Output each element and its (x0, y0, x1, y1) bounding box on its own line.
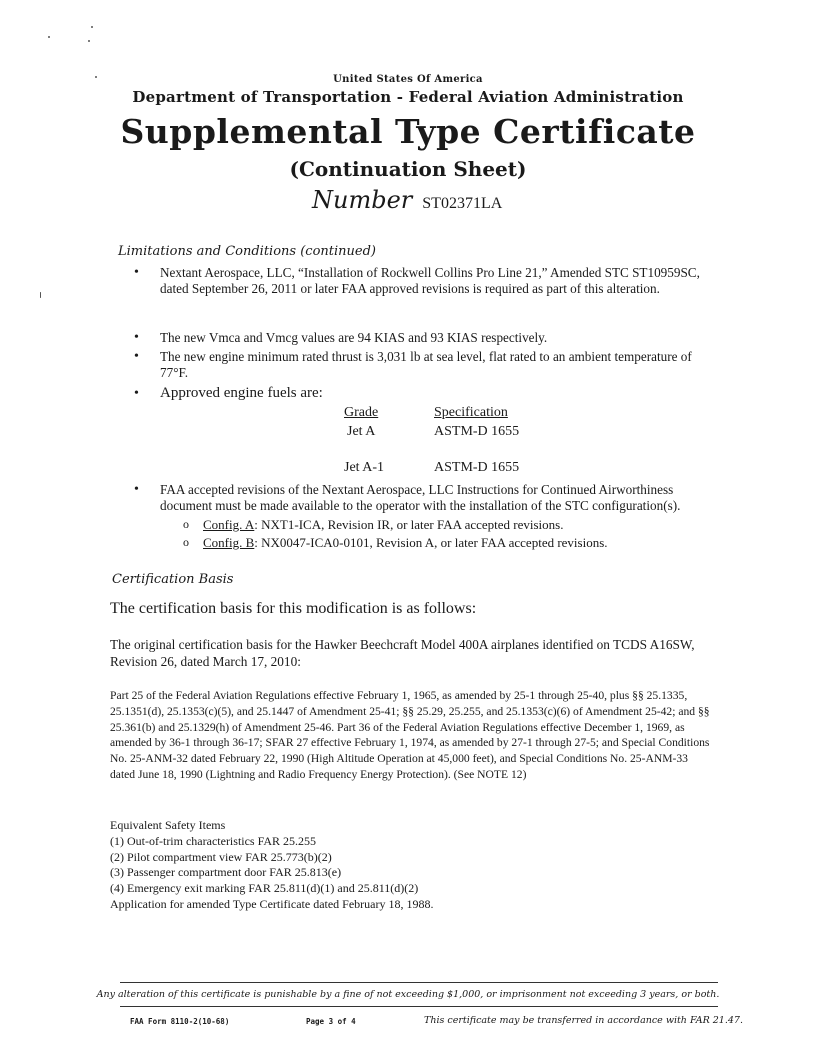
scan-speck (40, 292, 41, 298)
equiv-item: (1) Out-of-trim characteristics FAR 25.255 (110, 833, 317, 848)
penalty-notice: Any alteration of this certificate is punishable by a fine of not exceeding $1,000, or imprisonment not exceeding 3 years, or both. (96, 989, 720, 1000)
fuel-grade: Jet A-1 (344, 460, 385, 475)
limitations-heading: Limitations and Conditions (continued) (118, 244, 376, 259)
circle-bullet-icon: o (183, 517, 189, 531)
fuel-grade: Jet A (347, 424, 376, 439)
transfer-notice: This certificate may be transferred in accordance with FAR 21.47. (424, 1015, 743, 1026)
original-basis: The original certification basis for the Hawker Beechcraft Model 400A airplanes identified on TCDS A16SW, Revision 26, dated March 17, 2010: (110, 637, 695, 669)
footer-divider (120, 1006, 718, 1007)
list-item: • The new Vmca and Vmcg values are 94 KIAS and 93 KIAS respectively. (134, 330, 548, 345)
header-country: United States Of America (333, 74, 483, 85)
fuel-spec: ASTM-D 1655 (434, 424, 520, 439)
scan-speck (48, 36, 50, 38)
scan-speck (91, 26, 93, 28)
config-item: o Config. B: NX0047-ICA0-0101, Revision A, or later FAA accepted revisions. (183, 535, 608, 550)
bullet-glyph: • (134, 349, 139, 364)
config-item: o Config. A: NXT1-ICA, Revision IR, or later FAA accepted revisions. (183, 517, 564, 532)
bullet-glyph: • (134, 386, 139, 401)
page-number: Page 3 of 4 (306, 1017, 356, 1026)
number-label: Number (312, 186, 413, 214)
equiv-item: (3) Passenger compartment door FAR 25.813(e) (110, 865, 342, 880)
equivalent-safety (110, 818, 710, 913)
footer-divider (120, 982, 718, 983)
header-subtitle: (Continuation Sheet) (289, 157, 527, 181)
fuel-col-spec: Specification (434, 405, 508, 420)
fuel-col-grade: Grade (344, 405, 379, 420)
header-agency: Department of Transportation - Federal Aviation Administration (132, 88, 684, 106)
form-number: FAA Form 8110-2(10-68) (130, 1017, 230, 1026)
certification-heading: Certification Basis (112, 572, 234, 587)
part25-basis: Part 25 of the Federal Aviation Regulations effective February 1, 1965, as amended by 25-1 through 25-40, plus §§ 25.1335, 25.1351(d), 25.1353(c)(5), and 25.1447 of Amendment 25-41; §§ 25.29, 25.255, and 25.1353(c)(6) of Amendment 25-42; and §§ 25.361(b) and 25.1329(h) of Amendment 25-46. Part 36 of the Federal Aviation Regulations effective December 1, 1969, as amended by 36-1 through 36-17; SFAR 27 effective February 1, 1974, as amended by 27-1 through 27-5; and Special Conditions No. 25-ANM-32 dated February 22, 1990 (High Altitude Operation at 45,000 feet), and Special Conditions No. 25-ANM-33 dated June 18, 1990 (Lightning and Radio Frequency Energy Protection). (See NOTE 12) (110, 689, 710, 781)
certificate-number (312, 186, 502, 214)
list-item: • Nextant Aerospace, LLC, “Installation of Rockwell Collins Pro Line 21,” Amended STC ST10959SC, dated September 26, 2011 or later FAA approved revisions is required as part of this alteration. (134, 265, 700, 296)
equiv-item: (2) Pilot compartment view FAR 25.773(b)(2) (110, 849, 332, 864)
list-item: • The new engine minimum rated thrust is 3,031 lb at sea level, flat rated to an ambient temperature of 77°F. (134, 349, 692, 380)
equiv-item: (4) Emergency exit marking FAR 25.811(d)(1) and 25.811(d)(2) (110, 881, 419, 896)
bullet-glyph: • (134, 482, 139, 497)
list-item: • FAA accepted revisions of the Nextant Aerospace, LLC Instructions for Continued Airworthiness document must be made available to the operator with the installation of the STC configuration(s). (134, 482, 681, 513)
equiv-heading: Equivalent Safety Items (110, 818, 226, 832)
fuel-spec: ASTM-D 1655 (434, 460, 520, 475)
bullet-glyph: • (134, 330, 139, 345)
scan-speck (88, 40, 90, 42)
circle-bullet-icon: o (183, 535, 189, 549)
number-value: ST02371LA (422, 195, 503, 212)
certification-intro: The certification basis for this modification is as follows: (110, 600, 477, 617)
bullet-glyph: • (134, 265, 139, 280)
list-item: • Approved engine fuels are: (134, 385, 323, 401)
header-title: Supplemental Type Certificate (120, 112, 696, 151)
application-date: Application for amended Type Certificate dated February 18, 1988. (110, 896, 434, 911)
